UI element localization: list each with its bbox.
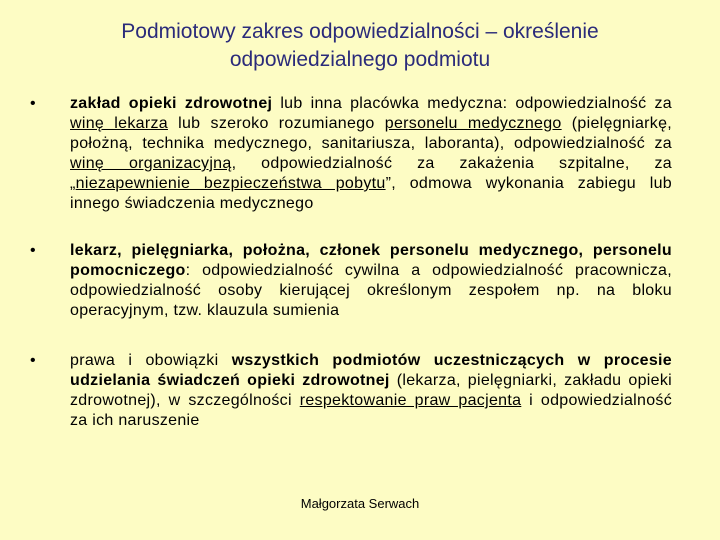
bullet-1-part-1: zakład opieki zdrowotnej bbox=[70, 95, 273, 112]
bullet-2-part-2: : odpowiedzialność cywilna a odpowiedzialność pracownicza, odpowiedzialność osoby kierującej określonym zespołem np. na bloku operacyjnym, tzw. klauzula sumienia bbox=[70, 262, 672, 319]
bullet-3-part-4: respektowanie praw pacjenta bbox=[299, 392, 522, 409]
slide-title bbox=[40, 18, 680, 74]
bullet-item-2 bbox=[30, 241, 672, 321]
bullet-3-part-2: wszystkich podmiotów uczestniczących w procesie udzielania świadczeń opieki zdrowotnej bbox=[70, 352, 672, 389]
bullet-text-3 bbox=[70, 351, 672, 431]
slide-title-line-2: odpowiedzialnego podmiotu bbox=[229, 48, 491, 71]
bullet-1-part-3: winę lekarza bbox=[70, 115, 168, 132]
bullet-item-1 bbox=[30, 94, 672, 214]
bullet-1-part-7: winę organizacyjną bbox=[70, 155, 232, 172]
bullet-1-part-4: lub szeroko rozumianego bbox=[167, 115, 385, 132]
bullet-2-part-1: lekarz, pielęgniarka, położna, członek personelu medycznego, personelu pomocniczego bbox=[70, 242, 672, 279]
bullet-list bbox=[30, 94, 672, 458]
bullet-marker: • bbox=[30, 242, 36, 259]
bullet-3-part-5: i odpowiedzialność za ich naruszenie bbox=[70, 392, 673, 429]
bullet-1-part-5: personelu medycznego bbox=[384, 115, 562, 132]
bullet-1-part-10: ”, odmowa wykonania zabiegu lub innego świadczenia medycznego bbox=[70, 175, 672, 212]
bullet-marker: • bbox=[30, 95, 36, 112]
bullet-3-part-1: prawa i obowiązki bbox=[70, 352, 232, 369]
slide-footer-author: Małgorzata Serwach bbox=[300, 496, 420, 511]
slide-title-line-1: Podmiotowy zakres odpowiedzialności – określenie bbox=[121, 20, 599, 43]
bullet-3-part-3: (lekarza, pielęgniarki, zakładu opieki zdrowotnej), w szczególności bbox=[70, 372, 673, 409]
bullet-1-part-8: , odpowiedzialność za zakażenia szpitalne, za „ bbox=[70, 155, 672, 192]
bullet-1-part-6: (pielęgniarkę, położną, technika medycznego, sanitariusza, laboranta), odpowiedzialność za bbox=[70, 115, 673, 152]
bullet-text-2 bbox=[70, 241, 672, 321]
bullet-text-1 bbox=[70, 94, 672, 214]
bullet-marker: • bbox=[30, 352, 36, 369]
bullet-item-3 bbox=[30, 351, 672, 431]
bullet-1-part-2: lub inna placówka medyczna: odpowiedzialność za bbox=[272, 95, 672, 112]
bullet-1-part-9: niezapewnienie bezpieczeństwa pobytu bbox=[75, 175, 386, 192]
